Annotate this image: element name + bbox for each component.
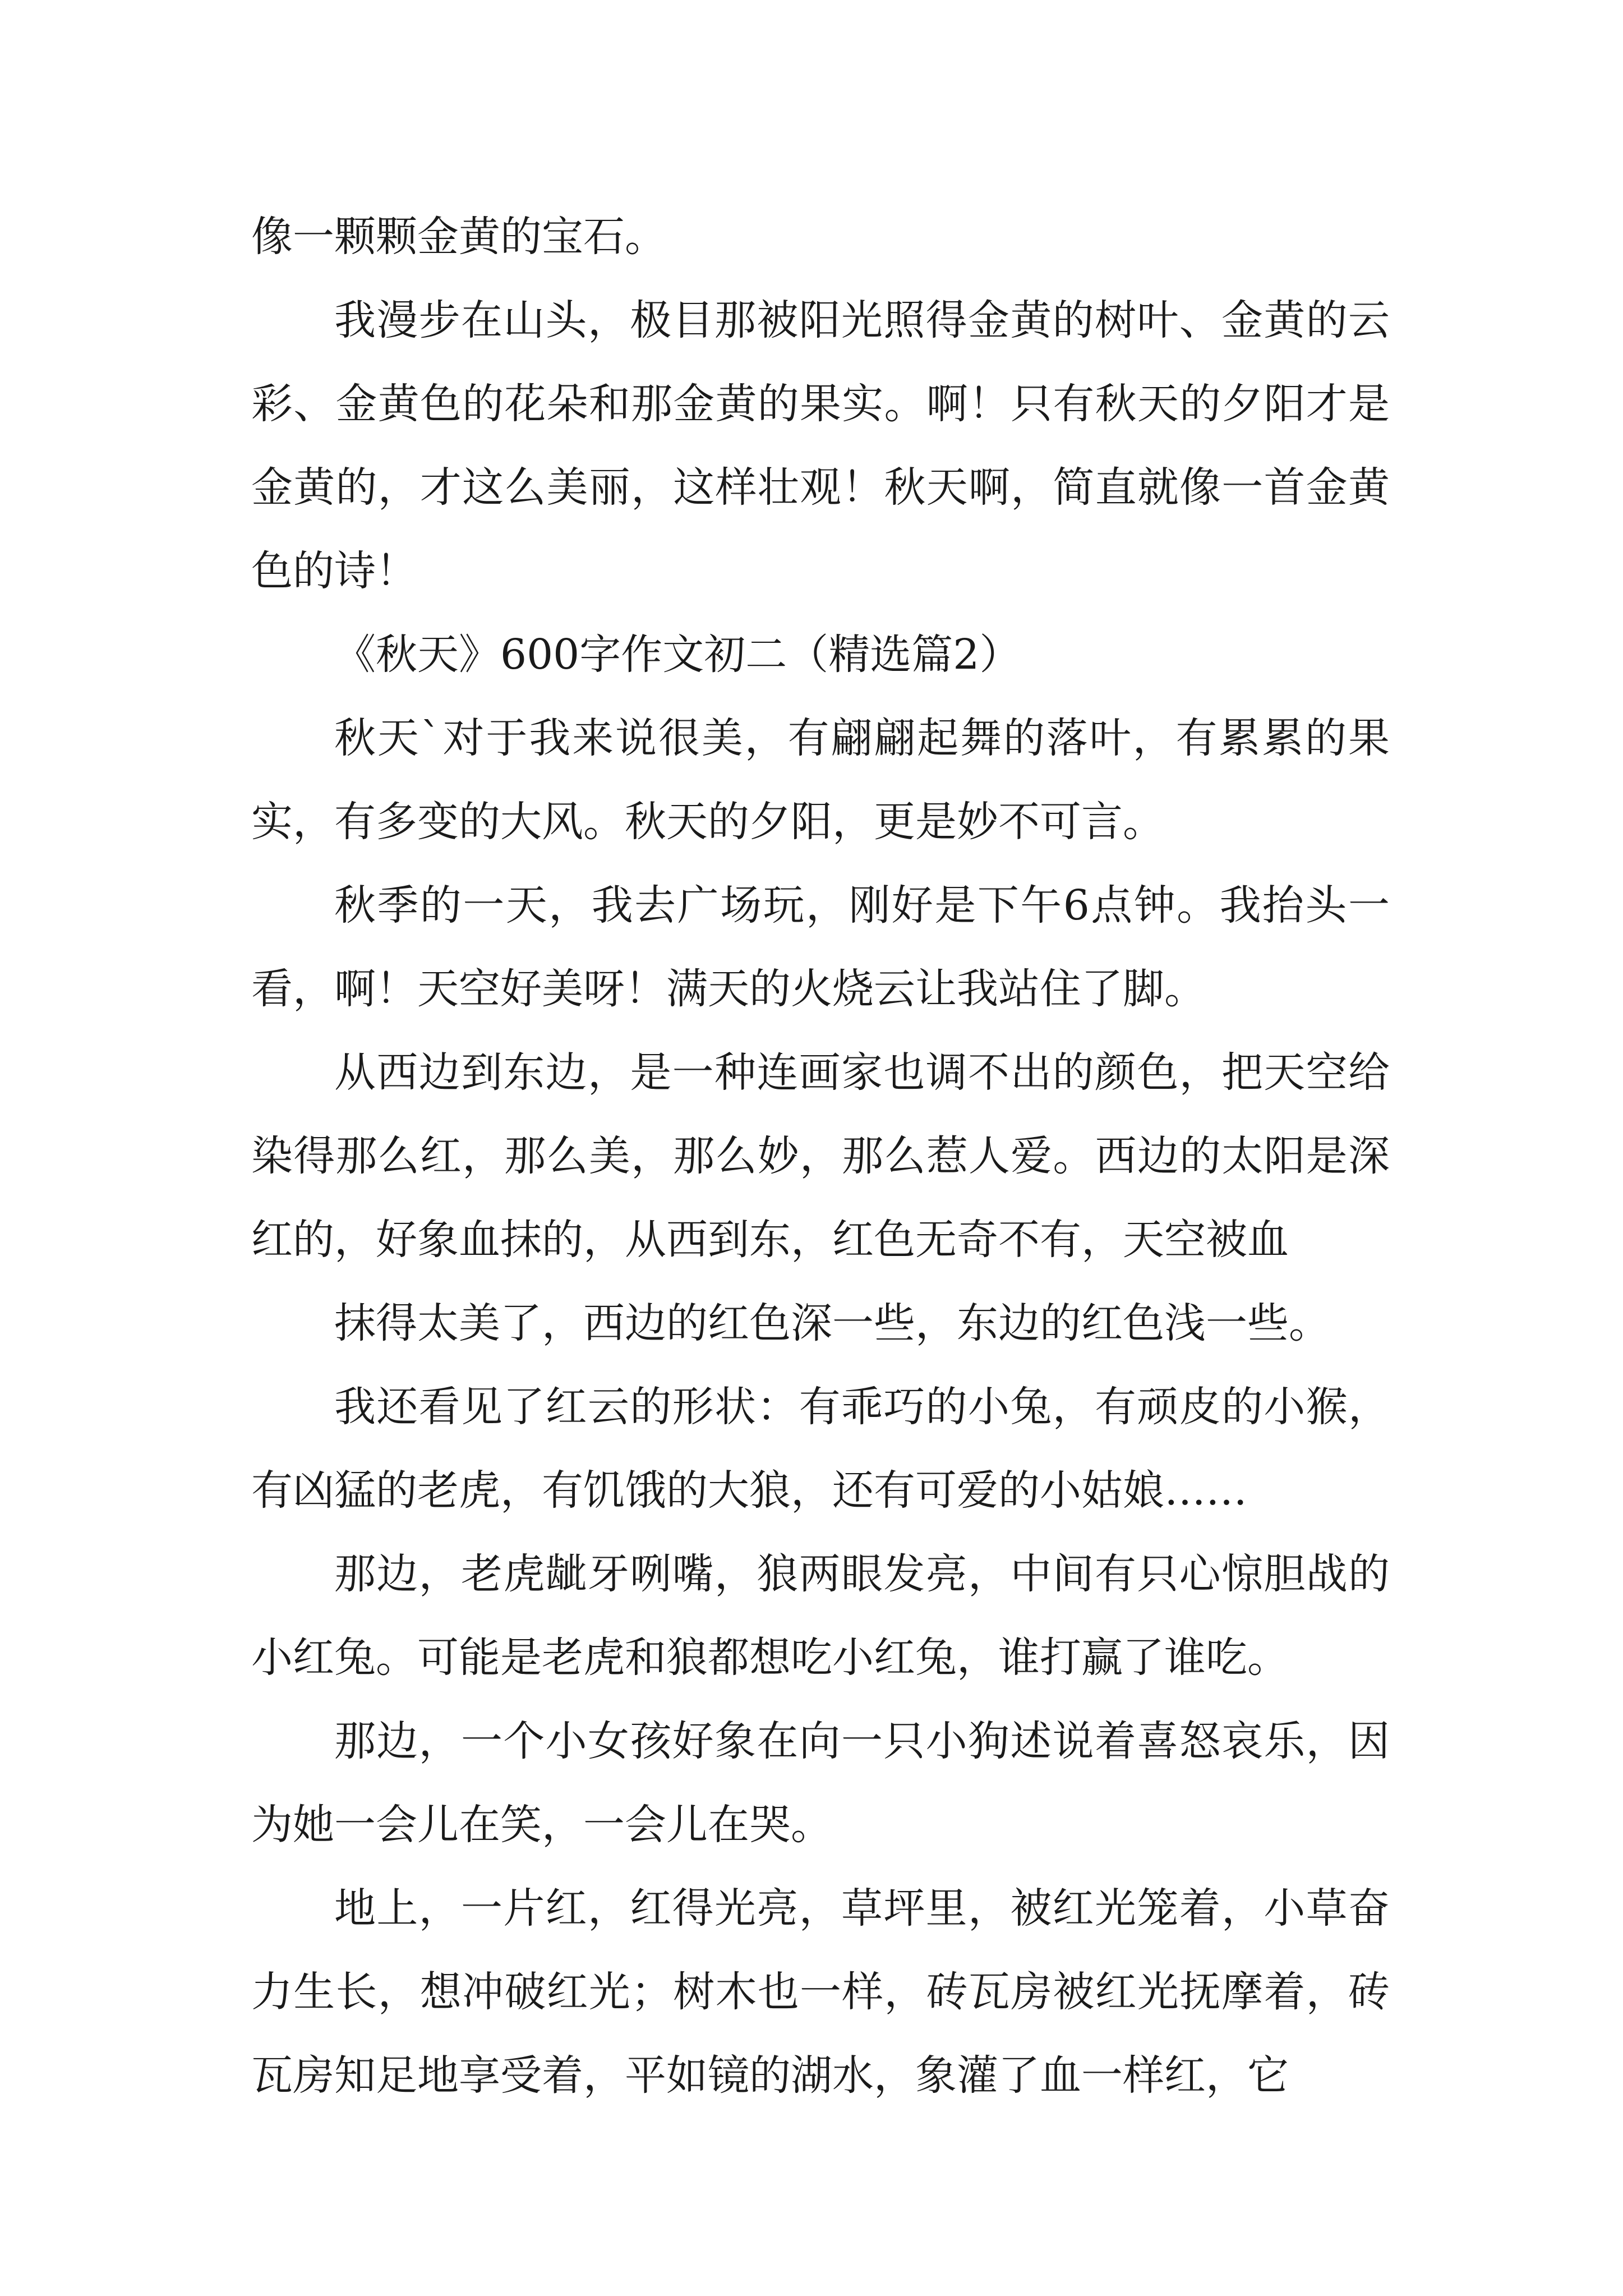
document-body [251,195,1390,2118]
paragraph-ground: 地上，一片红，红得光亮，草坪里，被红光笼着，小草奋力生长，想冲破红光；树木也一样，砖瓦房被红光抚摩着，砖瓦房知足地享受着，平如镜的湖水，象灌了血一样红，它 [251,1884,1390,2100]
paragraph-square: 秋季的一天，我去广场玩，刚好是下午6点钟。我抬头一看，啊！天空好美呀！满天的火烧云让我站住了脚。 [251,881,1390,1013]
paragraph-girl-dog: 那边，一个小女孩好象在向一只小狗述说着喜怒哀乐，因为她一会儿在笑，一会儿在哭。 [251,1717,1390,1849]
paragraph-continuation: 像一颗颗金黄的宝石。 [251,213,666,261]
paragraph-smeared: 抹得太美了，西边的红色深一些，东边的红色浅一些。 [334,1299,1330,1347]
paragraph-cloud-shapes: 我还看见了红云的形状：有乖巧的小兔，有顽皮的小猴，有凶猛的老虎，有饥饿的大狼，还有可爱的小姑娘…… [251,1383,1390,1515]
paragraph-tiger-wolf: 那边，老虎龇牙咧嘴，狼两眼发亮，中间有只心惊胆战的小红兔。可能是老虎和狼都想吃小红兔，谁打赢了谁吃。 [251,1550,1390,1682]
paragraph-autumn-beautiful: 秋天`对于我来说很美，有翩翩起舞的落叶，有累累的果实，有多变的大风。秋天的夕阳，更是妙不可言。 [251,714,1390,846]
paragraph-west-east: 从西边到东边，是一种连画家也调不出的颜色，把天空给染得那么红，那么美，那么妙，那么惹人爱。西边的太阳是深红的，好象血抹的，从西到东，红色无奇不有，天空被血 [251,1048,1390,1264]
paragraph-autumn-stroll: 我漫步在山头，极目那被阳光照得金黄的树叶、金黄的云彩、金黄色的花朵和那金黄的果实。啊！只有秋天的夕阳才是金黄的，才这么美丽，这样壮观！秋天啊，简直就像一首金黄色的诗！ [251,296,1390,595]
section-heading: 《秋天》600字作文初二（精选篇2） [334,631,1021,679]
